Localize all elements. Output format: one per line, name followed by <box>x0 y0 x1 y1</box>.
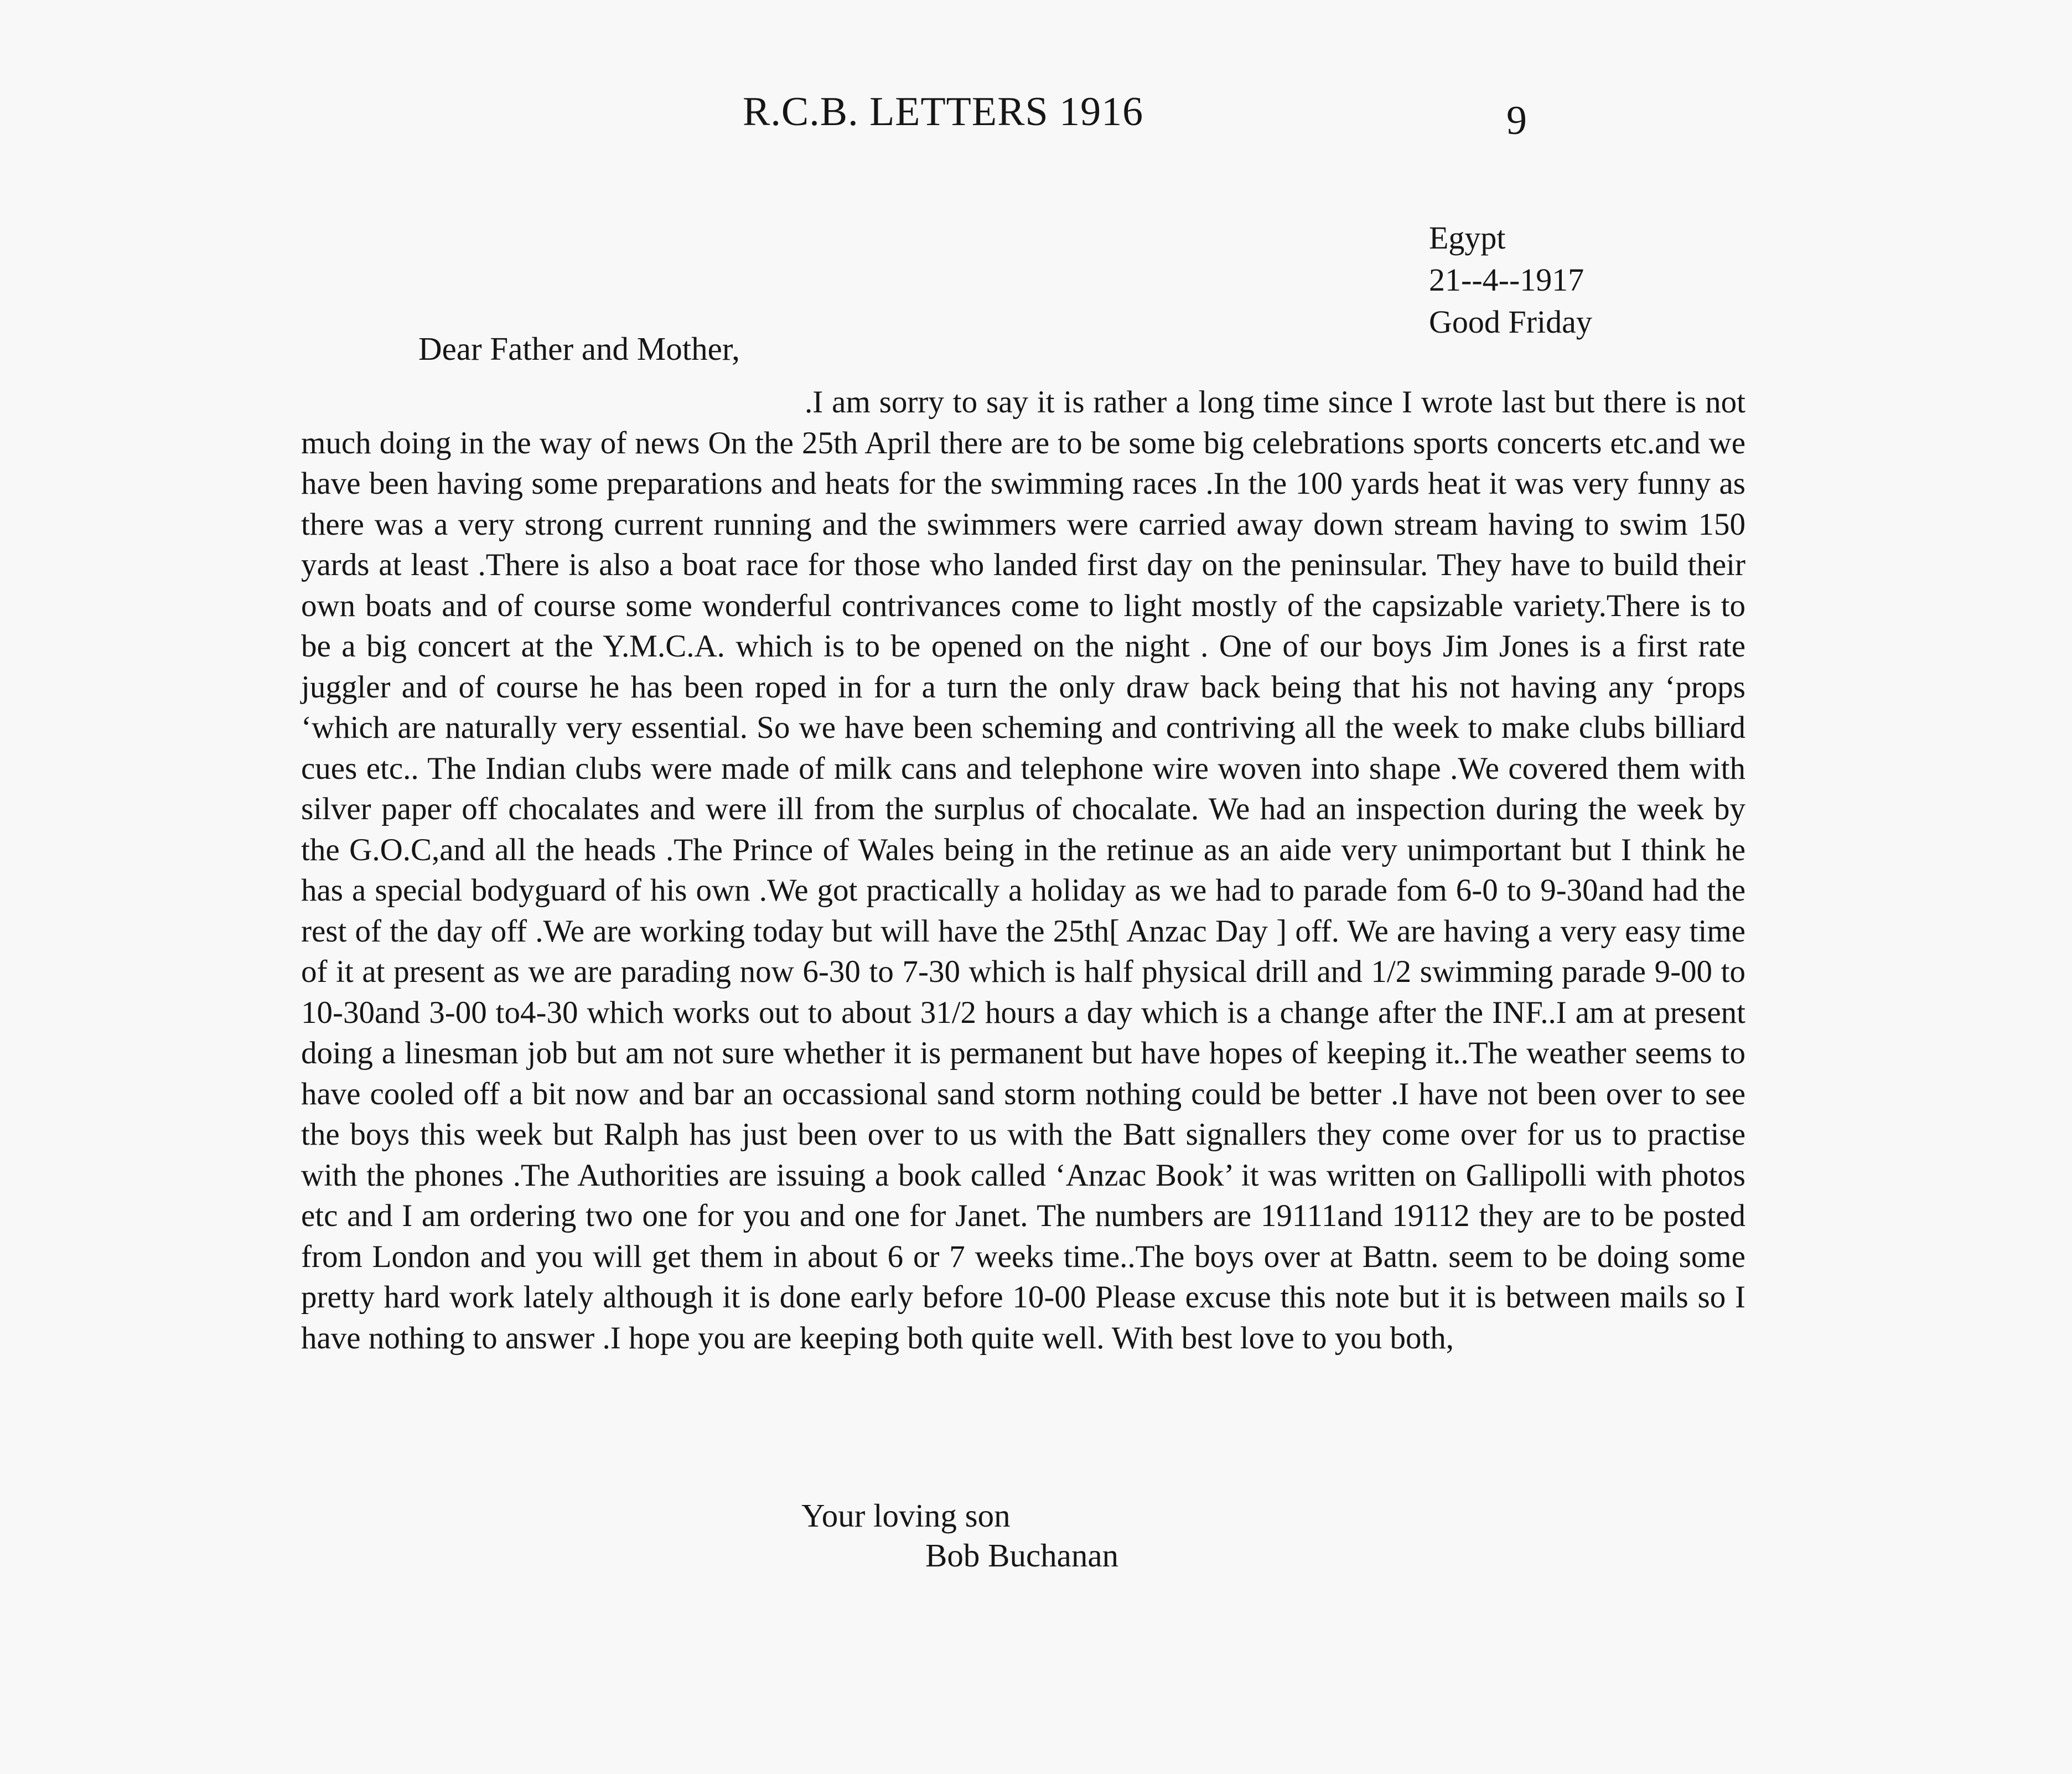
letter-closing: Your loving son <box>801 1497 1011 1534</box>
letter-body: .I am sorry to say it is rather a long time since I wrote last but there is not much doing in the way of news On the 25th April there are to be some big celebrations sports concerts etc.and we have been having some preparations and heats for the swimming races .In the 100 yards heat it was very funny as there was a very strong current running and the swimmers were carried away down stream having to swim 150 yards at least .There is also a boat race for those who landed first day on the peninsular. They have to build their own boats and of course some wonderful contrivances come to light mostly of the capsizable variety.There is to be a big concert at the Y.M.C.A. which is to be opened on the night . One of our boys Jim Jones is a first rate juggler and of course he has been roped in for a turn the only draw back being that his not having any ‘props ‘which are naturally very essential. So we have been scheming and contriving all the week to make clubs billiard cues etc.. The Indian clubs were made of milk cans and telephone wire woven into shape .We covered them with silver paper off chocalates and were ill from the surplus of chocalate. We had an inspection during the week by the G.O.C,and all the heads .The Prince of Wales being in the retinue as an aide very unimportant but I think he has a special bodyguard of his own .We got practically a holiday as we had to parade fom 6-0 to 9-30and had the rest of the day off .We are working today but will have the 25th[ Anzac Day ] off. We are having a very easy time of it at present as we are parading now 6-30 to 7-30 which is half physical drill and 1/2 swimming parade 9-00 to 10-30and 3-00 to4-30 which works out to about 31/2 hours a day which is a change after the INF..I am at present doing a linesman job but am not sure whether it is permanent but have hopes of keeping it..The weather seems to have cooled off a bit now and bar an occassional sand storm nothing could be better .I have not been over to see the boys this week but Ralph has just been over to us with the Batt signallers they come over for us to practise with the phones .The Authorities are issuing a book called ‘Anzac Book’ it was written on Gallipolli with photos etc and I am ordering two one for you and one for Janet. The numbers are 19111and 19112 they are to be posted from London and you will get them in about 6 or 7 weeks time..The boys over at Battn. seem to be doing some pretty hard work lately although it is done early before 10-00 Please excuse this note but it is between mails so I have nothing to answer .I hope you are keeping both quite well. With best love to you both, <box>301 385 1745 1356</box>
letter-signature: Bob Buchanan <box>925 1537 1119 1574</box>
letter-day: Good Friday <box>1429 304 1592 340</box>
letter-place: Egypt <box>1429 220 1506 256</box>
page-number: 9 <box>1506 98 1527 143</box>
letter-date: 21--4--1917 <box>1429 262 1584 298</box>
letter-salutation: Dear Father and Mother, <box>418 330 740 367</box>
letter-heading <box>1429 217 1592 343</box>
page-title: R.C.B. LETTERS 1916 <box>743 89 1144 135</box>
